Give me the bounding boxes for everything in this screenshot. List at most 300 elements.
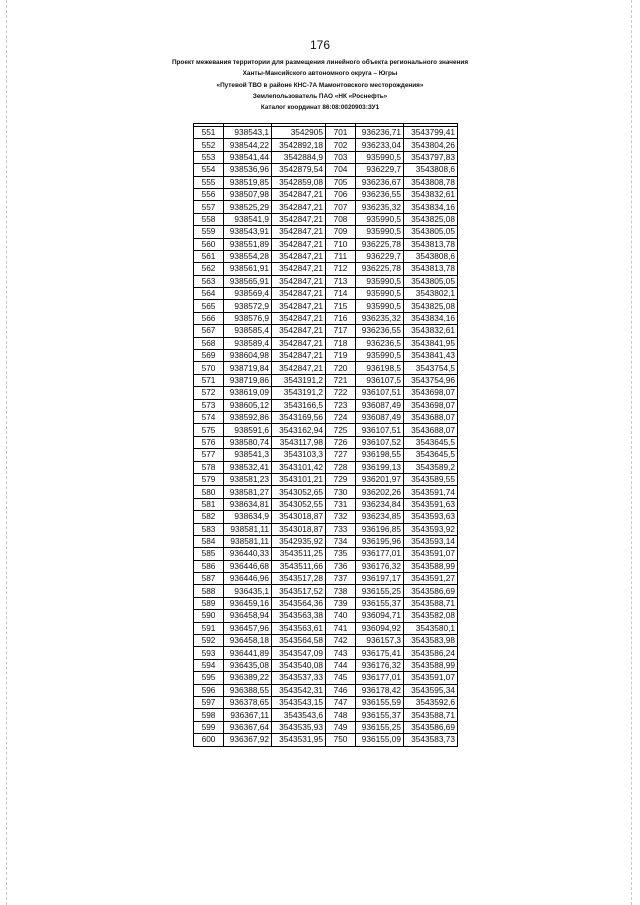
page-edge-left — [6, 0, 7, 905]
left-point-number: 599 — [194, 721, 224, 733]
right-y-coordinate: 3543588,71 — [404, 709, 458, 721]
right-y-coordinate: 3543591,27 — [404, 573, 458, 585]
right-x-coordinate: 936155,37 — [356, 597, 404, 609]
left-x-coordinate: 936459,16 — [224, 597, 272, 609]
right-point-number: 702 — [326, 139, 356, 151]
left-point-number: 581 — [194, 498, 224, 510]
table-row — [194, 449, 458, 461]
left-x-coordinate: 936378,65 — [224, 696, 272, 708]
table-row — [194, 535, 458, 547]
right-point-number: 720 — [326, 362, 356, 374]
table-row — [194, 473, 458, 485]
right-x-coordinate: 936197,17 — [356, 573, 404, 585]
right-point-number: 738 — [326, 585, 356, 597]
left-point-number: 565 — [194, 300, 224, 312]
left-y-coordinate: 3543052,55 — [272, 498, 326, 510]
table-row — [194, 585, 458, 597]
right-x-coordinate: 936236,71 — [356, 127, 404, 139]
right-point-number: 721 — [326, 374, 356, 386]
left-x-coordinate: 936446,96 — [224, 573, 272, 585]
left-y-coordinate: 3542847,21 — [272, 250, 326, 262]
right-y-coordinate: 3543825,08 — [404, 300, 458, 312]
right-y-coordinate: 3543799,41 — [404, 127, 458, 139]
right-x-coordinate: 936087,49 — [356, 399, 404, 411]
left-x-coordinate: 936389,22 — [224, 672, 272, 684]
right-x-coordinate: 936155,09 — [356, 734, 404, 746]
table-row — [194, 288, 458, 300]
right-x-coordinate: 936178,42 — [356, 684, 404, 696]
left-point-number: 573 — [194, 399, 224, 411]
left-x-coordinate: 938592,86 — [224, 411, 272, 423]
left-point-number: 592 — [194, 635, 224, 647]
left-x-coordinate: 936440,33 — [224, 548, 272, 560]
right-point-number: 732 — [326, 511, 356, 523]
left-y-coordinate: 3543511,66 — [272, 560, 326, 572]
left-point-number: 552 — [194, 139, 224, 151]
right-y-coordinate: 3543808,6 — [404, 164, 458, 176]
right-point-number: 704 — [326, 164, 356, 176]
right-y-coordinate: 3543593,63 — [404, 511, 458, 523]
left-point-number: 564 — [194, 288, 224, 300]
left-x-coordinate: 938634,81 — [224, 498, 272, 510]
left-point-number: 596 — [194, 684, 224, 696]
right-y-coordinate: 3543832,61 — [404, 325, 458, 337]
right-point-number: 708 — [326, 213, 356, 225]
right-y-coordinate: 3543688,07 — [404, 411, 458, 423]
left-y-coordinate: 3543564,58 — [272, 635, 326, 647]
left-point-number: 576 — [194, 436, 224, 448]
left-point-number: 583 — [194, 523, 224, 535]
left-y-coordinate: 3543101,42 — [272, 461, 326, 473]
left-y-coordinate: 3542847,21 — [272, 300, 326, 312]
right-y-coordinate: 3543588,99 — [404, 659, 458, 671]
right-x-coordinate: 936107,51 — [356, 424, 404, 436]
left-y-coordinate: 3542859,08 — [272, 176, 326, 188]
right-y-coordinate: 3543586,24 — [404, 647, 458, 659]
right-point-number: 705 — [326, 176, 356, 188]
right-point-number: 725 — [326, 424, 356, 436]
table-row — [194, 300, 458, 312]
left-y-coordinate: 3542892,18 — [272, 139, 326, 151]
right-point-number: 743 — [326, 647, 356, 659]
left-x-coordinate: 938719,84 — [224, 362, 272, 374]
left-point-number: 590 — [194, 610, 224, 622]
right-point-number: 736 — [326, 560, 356, 572]
right-x-coordinate: 936107,51 — [356, 387, 404, 399]
table-row — [194, 362, 458, 374]
left-y-coordinate: 3543511,25 — [272, 548, 326, 560]
table-row — [194, 201, 458, 213]
right-point-number: 716 — [326, 312, 356, 324]
left-y-coordinate: 3543103,3 — [272, 449, 326, 461]
right-x-coordinate: 936195,96 — [356, 535, 404, 547]
right-x-coordinate: 936234,85 — [356, 511, 404, 523]
left-point-number: 575 — [194, 424, 224, 436]
left-point-number: 556 — [194, 188, 224, 200]
table-row — [194, 139, 458, 151]
left-x-coordinate: 936367,11 — [224, 709, 272, 721]
left-y-coordinate: 3543052,65 — [272, 486, 326, 498]
left-y-coordinate: 3543191,2 — [272, 387, 326, 399]
right-y-coordinate: 3543804,26 — [404, 139, 458, 151]
table-row — [194, 684, 458, 696]
right-point-number: 729 — [326, 473, 356, 485]
left-x-coordinate: 936367,64 — [224, 721, 272, 733]
left-y-coordinate: 3543117,98 — [272, 436, 326, 448]
right-x-coordinate: 936155,25 — [356, 721, 404, 733]
right-y-coordinate: 3543583,98 — [404, 635, 458, 647]
right-x-coordinate: 936201,97 — [356, 473, 404, 485]
left-x-coordinate: 938569,4 — [224, 288, 272, 300]
right-x-coordinate: 936234,84 — [356, 498, 404, 510]
right-y-coordinate: 3543591,07 — [404, 672, 458, 684]
right-point-number: 726 — [326, 436, 356, 448]
right-point-number: 744 — [326, 659, 356, 671]
right-point-number: 740 — [326, 610, 356, 622]
right-x-coordinate: 936229,7 — [356, 250, 404, 262]
left-point-number: 555 — [194, 176, 224, 188]
table-row — [194, 647, 458, 659]
right-x-coordinate: 935990,5 — [356, 213, 404, 225]
left-y-coordinate: 3542847,21 — [272, 226, 326, 238]
right-x-coordinate: 936236,55 — [356, 188, 404, 200]
right-y-coordinate: 3543580,1 — [404, 622, 458, 634]
right-x-coordinate: 936155,59 — [356, 696, 404, 708]
left-point-number: 579 — [194, 473, 224, 485]
right-point-number: 749 — [326, 721, 356, 733]
right-x-coordinate: 936233,04 — [356, 139, 404, 151]
right-y-coordinate: 3543834,16 — [404, 201, 458, 213]
left-x-coordinate: 938541,9 — [224, 213, 272, 225]
table-row — [194, 573, 458, 585]
right-y-coordinate: 3543592,6 — [404, 696, 458, 708]
left-x-coordinate: 938507,98 — [224, 188, 272, 200]
table-row — [194, 226, 458, 238]
right-y-coordinate: 3543832,61 — [404, 188, 458, 200]
left-x-coordinate: 938619,09 — [224, 387, 272, 399]
left-point-number: 570 — [194, 362, 224, 374]
left-point-number: 594 — [194, 659, 224, 671]
right-x-coordinate: 936176,32 — [356, 560, 404, 572]
right-point-number: 713 — [326, 275, 356, 287]
left-point-number: 569 — [194, 350, 224, 362]
right-y-coordinate: 3543582,08 — [404, 610, 458, 622]
left-x-coordinate: 938544,22 — [224, 139, 272, 151]
right-point-number: 714 — [326, 288, 356, 300]
right-y-coordinate: 3543588,99 — [404, 560, 458, 572]
right-x-coordinate: 936175,41 — [356, 647, 404, 659]
left-x-coordinate: 936458,18 — [224, 635, 272, 647]
right-y-coordinate: 3543589,55 — [404, 473, 458, 485]
right-x-coordinate: 936107,5 — [356, 374, 404, 386]
left-point-number: 551 — [194, 127, 224, 139]
right-y-coordinate: 3543589,2 — [404, 461, 458, 473]
right-point-number: 709 — [326, 226, 356, 238]
right-y-coordinate: 3543754,5 — [404, 362, 458, 374]
left-point-number: 578 — [194, 461, 224, 473]
right-x-coordinate: 936235,32 — [356, 312, 404, 324]
table-row — [194, 350, 458, 362]
right-y-coordinate: 3543588,71 — [404, 597, 458, 609]
left-y-coordinate: 3542935,92 — [272, 535, 326, 547]
table-row — [194, 511, 458, 523]
right-y-coordinate: 3543586,69 — [404, 721, 458, 733]
right-y-coordinate: 3543645,5 — [404, 449, 458, 461]
table-row — [194, 151, 458, 163]
left-y-coordinate: 3542847,21 — [272, 312, 326, 324]
right-point-number: 733 — [326, 523, 356, 535]
left-y-coordinate: 3542847,21 — [272, 213, 326, 225]
right-y-coordinate: 3543583,73 — [404, 734, 458, 746]
left-point-number: 558 — [194, 213, 224, 225]
left-point-number: 574 — [194, 411, 224, 423]
left-point-number: 557 — [194, 201, 224, 213]
right-y-coordinate: 3543591,63 — [404, 498, 458, 510]
left-point-number: 571 — [194, 374, 224, 386]
right-point-number: 703 — [326, 151, 356, 163]
right-y-coordinate: 3543593,92 — [404, 523, 458, 535]
right-y-coordinate: 3543808,6 — [404, 250, 458, 262]
table-row — [194, 709, 458, 721]
right-x-coordinate: 935990,5 — [356, 300, 404, 312]
right-x-coordinate: 935990,5 — [356, 226, 404, 238]
left-x-coordinate: 938532,41 — [224, 461, 272, 473]
right-point-number: 747 — [326, 696, 356, 708]
left-point-number: 572 — [194, 387, 224, 399]
left-y-coordinate: 3542905 — [272, 127, 326, 139]
header-title: Проект межевания территории для размещения линейного объекта регионального значения — [171, 59, 469, 66]
left-y-coordinate: 3543018,87 — [272, 511, 326, 523]
right-x-coordinate: 936196,85 — [356, 523, 404, 535]
left-x-coordinate: 938581,11 — [224, 523, 272, 535]
left-point-number: 593 — [194, 647, 224, 659]
right-y-coordinate: 3543808,78 — [404, 176, 458, 188]
right-x-coordinate: 935990,5 — [356, 288, 404, 300]
right-x-coordinate: 936225,78 — [356, 238, 404, 250]
left-x-coordinate: 938543,1 — [224, 127, 272, 139]
right-point-number: 719 — [326, 350, 356, 362]
left-x-coordinate: 938581,27 — [224, 486, 272, 498]
right-x-coordinate: 936198,5 — [356, 362, 404, 374]
left-point-number: 566 — [194, 312, 224, 324]
left-point-number: 567 — [194, 325, 224, 337]
right-point-number: 706 — [326, 188, 356, 200]
right-y-coordinate: 3543698,07 — [404, 399, 458, 411]
right-y-coordinate: 3543825,08 — [404, 213, 458, 225]
left-x-coordinate: 938576,9 — [224, 312, 272, 324]
right-point-number: 722 — [326, 387, 356, 399]
right-point-number: 718 — [326, 337, 356, 349]
left-y-coordinate: 3543547,09 — [272, 647, 326, 659]
left-point-number: 580 — [194, 486, 224, 498]
header-land-user: Землепользователь ПАО «НК «Роснефть» — [252, 92, 388, 100]
left-x-coordinate: 938591,6 — [224, 424, 272, 436]
table-row — [194, 263, 458, 275]
table-row — [194, 659, 458, 671]
left-y-coordinate: 3543543,15 — [272, 696, 326, 708]
left-x-coordinate: 938554,28 — [224, 250, 272, 262]
right-point-number: 741 — [326, 622, 356, 634]
left-point-number: 554 — [194, 164, 224, 176]
left-y-coordinate: 3543531,95 — [272, 734, 326, 746]
table-row — [194, 498, 458, 510]
right-x-coordinate: 936198,55 — [356, 449, 404, 461]
left-y-coordinate: 3542847,21 — [272, 275, 326, 287]
table-row — [194, 275, 458, 287]
left-point-number: 560 — [194, 238, 224, 250]
left-x-coordinate: 938543,91 — [224, 226, 272, 238]
right-x-coordinate: 936236,55 — [356, 325, 404, 337]
left-x-coordinate: 938541,44 — [224, 151, 272, 163]
right-y-coordinate: 3543595,34 — [404, 684, 458, 696]
right-y-coordinate: 3543593,14 — [404, 535, 458, 547]
right-y-coordinate: 3543645,5 — [404, 436, 458, 448]
left-x-coordinate: 938580,74 — [224, 436, 272, 448]
right-y-coordinate: 3543813,78 — [404, 238, 458, 250]
table-row — [194, 176, 458, 188]
right-x-coordinate: 936235,32 — [356, 201, 404, 213]
right-y-coordinate: 3543797,83 — [404, 151, 458, 163]
left-point-number: 553 — [194, 151, 224, 163]
left-y-coordinate: 3542847,21 — [272, 188, 326, 200]
left-y-coordinate: 3542847,21 — [272, 337, 326, 349]
table-row — [194, 411, 458, 423]
left-y-coordinate: 3542879,54 — [272, 164, 326, 176]
header-object: «Путевой ТВО в районе КНС-7А Мамонтовского месторождения» — [216, 81, 424, 89]
right-x-coordinate: 936199,13 — [356, 461, 404, 473]
right-x-coordinate: 935990,5 — [356, 151, 404, 163]
right-x-coordinate: 936202,26 — [356, 486, 404, 498]
left-y-coordinate: 3543535,93 — [272, 721, 326, 733]
left-y-coordinate: 3543563,38 — [272, 610, 326, 622]
left-x-coordinate: 936435,08 — [224, 659, 272, 671]
left-x-coordinate: 936441,89 — [224, 647, 272, 659]
right-point-number: 723 — [326, 399, 356, 411]
header-catalog: Каталог координат 86:08:0020903:ЗУ1 — [260, 104, 380, 112]
table-row — [194, 461, 458, 473]
left-y-coordinate: 3542847,21 — [272, 288, 326, 300]
left-point-number: 586 — [194, 560, 224, 572]
left-x-coordinate: 936457,96 — [224, 622, 272, 634]
right-x-coordinate: 936236,5 — [356, 337, 404, 349]
right-point-number: 739 — [326, 597, 356, 609]
left-y-coordinate: 3542847,21 — [272, 238, 326, 250]
left-point-number: 588 — [194, 585, 224, 597]
table-row — [194, 374, 458, 386]
right-y-coordinate: 3543805,05 — [404, 226, 458, 238]
left-x-coordinate: 938581,23 — [224, 473, 272, 485]
right-x-coordinate: 936094,92 — [356, 622, 404, 634]
right-y-coordinate: 3543805,05 — [404, 275, 458, 287]
page-edge-right — [631, 0, 632, 905]
right-x-coordinate: 936155,37 — [356, 709, 404, 721]
left-point-number: 562 — [194, 263, 224, 275]
table-row — [194, 127, 458, 139]
right-y-coordinate: 3543688,07 — [404, 424, 458, 436]
right-y-coordinate: 3543802,1 — [404, 288, 458, 300]
left-point-number: 598 — [194, 709, 224, 721]
right-point-number: 734 — [326, 535, 356, 547]
right-y-coordinate: 3543841,95 — [404, 337, 458, 349]
right-x-coordinate: 936094,71 — [356, 610, 404, 622]
left-y-coordinate: 3543540,08 — [272, 659, 326, 671]
right-y-coordinate: 3543586,69 — [404, 585, 458, 597]
table-row — [194, 486, 458, 498]
table-row — [194, 312, 458, 324]
left-x-coordinate: 938581,11 — [224, 535, 272, 547]
left-x-coordinate: 938541,3 — [224, 449, 272, 461]
left-point-number: 582 — [194, 511, 224, 523]
left-point-number: 577 — [194, 449, 224, 461]
right-point-number: 750 — [326, 734, 356, 746]
left-y-coordinate: 3543543,6 — [272, 709, 326, 721]
page-number: 176 — [309, 38, 331, 52]
table-row — [194, 672, 458, 684]
left-y-coordinate: 3543563,61 — [272, 622, 326, 634]
right-x-coordinate: 935990,5 — [356, 350, 404, 362]
table-row — [194, 721, 458, 733]
table-row — [194, 387, 458, 399]
table-row — [194, 734, 458, 746]
coordinates-table-body — [194, 124, 458, 747]
right-point-number: 746 — [326, 684, 356, 696]
left-y-coordinate: 3543191,2 — [272, 374, 326, 386]
right-y-coordinate: 3543754,96 — [404, 374, 458, 386]
right-point-number: 717 — [326, 325, 356, 337]
left-point-number: 563 — [194, 275, 224, 287]
right-point-number: 707 — [326, 201, 356, 213]
right-point-number: 742 — [326, 635, 356, 647]
table-row — [194, 325, 458, 337]
right-x-coordinate: 936225,78 — [356, 263, 404, 275]
right-point-number: 727 — [326, 449, 356, 461]
right-point-number: 730 — [326, 486, 356, 498]
coordinates-table — [193, 123, 458, 747]
right-y-coordinate: 3543698,07 — [404, 387, 458, 399]
right-point-number: 748 — [326, 709, 356, 721]
right-y-coordinate: 3543591,07 — [404, 548, 458, 560]
left-point-number: 600 — [194, 734, 224, 746]
left-x-coordinate: 938565,91 — [224, 275, 272, 287]
table-row — [194, 250, 458, 262]
right-point-number: 724 — [326, 411, 356, 423]
left-x-coordinate: 938561,91 — [224, 263, 272, 275]
left-point-number: 559 — [194, 226, 224, 238]
right-x-coordinate: 936177,01 — [356, 672, 404, 684]
left-y-coordinate: 3542847,21 — [272, 362, 326, 374]
left-y-coordinate: 3542847,21 — [272, 201, 326, 213]
right-x-coordinate: 936107,52 — [356, 436, 404, 448]
right-y-coordinate: 3543841,43 — [404, 350, 458, 362]
table-row — [194, 597, 458, 609]
left-y-coordinate: 3543101,21 — [272, 473, 326, 485]
left-x-coordinate: 938525,29 — [224, 201, 272, 213]
left-y-coordinate: 3543542,31 — [272, 684, 326, 696]
right-x-coordinate: 936087,49 — [356, 411, 404, 423]
left-x-coordinate: 938551,89 — [224, 238, 272, 250]
right-y-coordinate: 3543813,78 — [404, 263, 458, 275]
table-row — [194, 424, 458, 436]
left-point-number: 584 — [194, 535, 224, 547]
left-point-number: 597 — [194, 696, 224, 708]
right-point-number: 715 — [326, 300, 356, 312]
document-header — [150, 57, 490, 113]
left-y-coordinate: 3542847,21 — [272, 325, 326, 337]
right-point-number: 712 — [326, 263, 356, 275]
right-point-number: 728 — [326, 461, 356, 473]
table-row — [194, 238, 458, 250]
left-y-coordinate: 3542884,9 — [272, 151, 326, 163]
